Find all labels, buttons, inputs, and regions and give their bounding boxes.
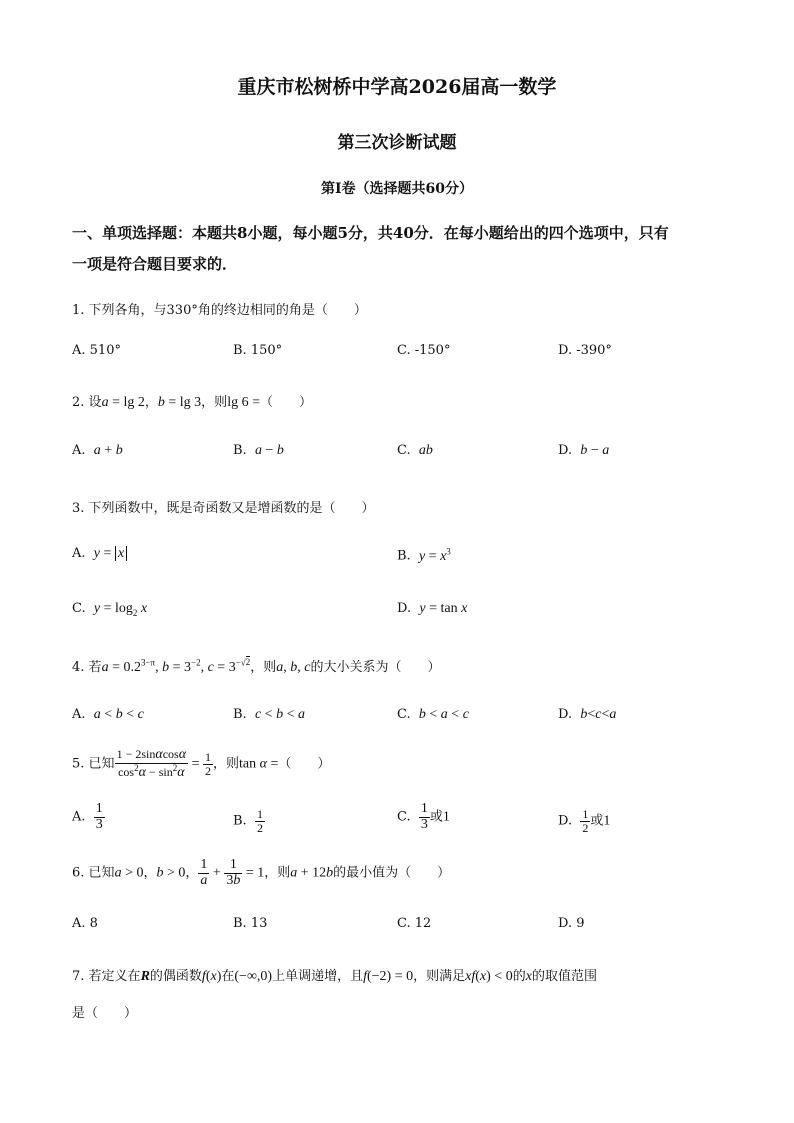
q2-math-b: b = lg 3 [157, 395, 202, 410]
q4-option-d: D. b<c<a [558, 707, 617, 722]
question-5-stem: 5. 已知 $\frac{1 - 2\sin\alpha\cos\alpha}{\cos^2\alpha - \sin^2\alpha}$ = $\frac{1}{2}$ ，则tan α =（ ） [72, 747, 331, 780]
question-7-stem-line1: 7. 若定义在R的偶函数f(x)在(−∞,0)上单调递增，且f(−2) = 0，则满足xf(x) < 0的x的取值范围 [72, 969, 597, 984]
question-4-stem: 4. 若$a = 0.2^{3-\pi}$, $b = 3^{-2}$, $c = 3^{-√2}$，则a, b, c的大小关系为（ ） [72, 657, 441, 675]
question-2-stem [72, 391, 312, 411]
q2-math-lg6: lg 6 = [227, 395, 260, 410]
q3-option-b: B. $y = x^3$ [397, 546, 451, 564]
q1-option-c: C. -150° [397, 343, 451, 358]
q5-option-c: C. $\frac{1}{3}$ 或1 [397, 801, 450, 832]
q1-option-a: A. 510° [72, 343, 121, 358]
q2-option-a: A. a + b [72, 443, 123, 458]
question-1-stem: 1. 下列各角，与330°角的终边相同的角是（ ） [72, 303, 367, 318]
q5-option-a: A. $\frac{1}{3}$ [72, 801, 103, 832]
question-7-stem-line2: 是（ ） [72, 1006, 138, 1021]
q2-text-4: （ ） [259, 395, 312, 410]
q3-option-d: D. y = tan x [397, 601, 468, 616]
q6-option-c: C. 12 [397, 916, 432, 931]
exam-subtitle: 第三次诊断试题 [337, 133, 457, 153]
q4-option-b: B. c < b < a [233, 707, 305, 722]
q2-option-d: D. b − a [558, 443, 610, 458]
q4-math-values: $a = 0.2^{3-\pi}$, $b = 3^{-2}$, $c = 3^{-√2}$ [101, 657, 251, 675]
q6-option-b: B. 13 [233, 916, 268, 931]
section-heading-line2: 一项是符合题目要求的． [72, 255, 238, 273]
q2-math-a: a = lg 2 [101, 395, 145, 410]
q5-option-b: B. $\frac{1}{2}$ [233, 807, 263, 835]
q4-option-a: A. a < b < c [72, 707, 144, 722]
q6-fraction: $\frac{1}{a}$ [200, 857, 208, 888]
q2-text-2: ， [144, 395, 158, 410]
q4-option-c: C. b < a < c [397, 707, 469, 722]
q5-option-d: D. $\frac{1}{2}$ 或1 [558, 807, 611, 835]
q3-option-c: C. $y = \log_2 x$ [72, 601, 148, 618]
q2-option-b: B. a − b [233, 443, 284, 458]
q3-option-a: A. y = x [72, 546, 127, 562]
q1-option-d: D. -390° [558, 343, 612, 358]
q2-option-c: C. ab [397, 443, 433, 458]
q6-option-a: A. 8 [72, 916, 98, 931]
question-6-stem: 6. 已知a > 0，b > 0， $\frac{1}{a}$ + $\frac{1}{3b}$ = 1，则a + 12b的最小值为（ ） [72, 857, 451, 888]
section-heading-line1: 一、单项选择题：本题共8小题，每小题5分，共40分．在每小题给出的四个选项中，只有 [72, 224, 669, 242]
q2-number: 2. [72, 395, 85, 410]
part-heading: 第Ⅰ卷（选择题共60分） [320, 181, 474, 197]
q6-option-d: D. 9 [558, 916, 585, 931]
q2-text-3: ，则 [201, 395, 228, 410]
q1-option-b: B. 150° [233, 343, 283, 358]
q2-text-1: 设 [88, 395, 102, 410]
question-3-stem: 3. 下列函数中，既是奇函数又是增函数的是（ ） [72, 501, 375, 516]
exam-title: 重庆市松树桥中学高2026届高一数学 [237, 76, 557, 98]
q5-fraction: $\frac{1 - 2\sin\alpha\cos\alpha}{\cos^2\alpha - \sin^2\alpha}$ [116, 747, 187, 780]
